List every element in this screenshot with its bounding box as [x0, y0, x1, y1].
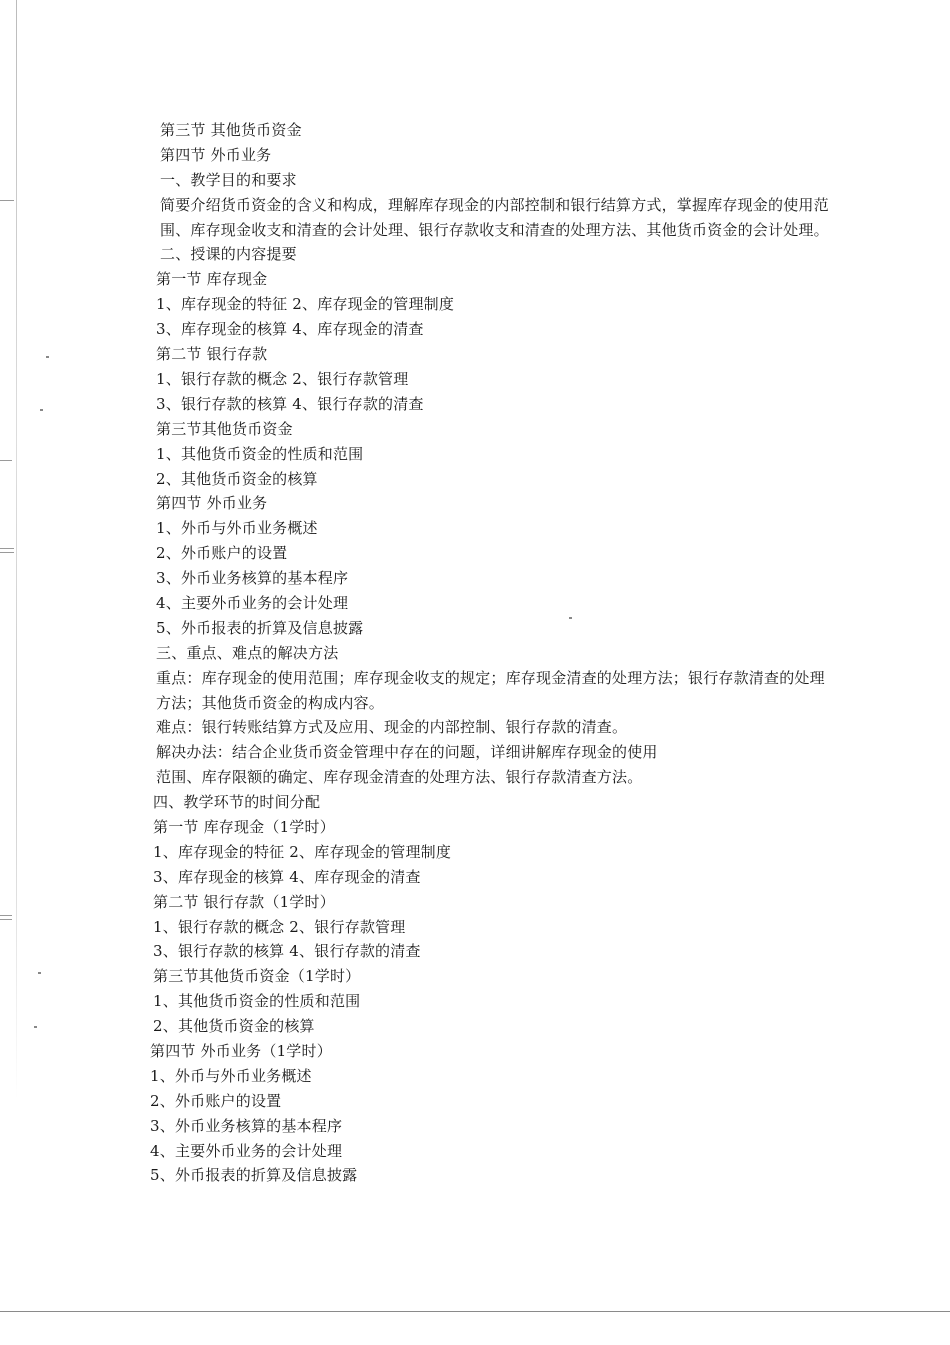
outline-section-4: 第四节 外币业务	[156, 494, 268, 513]
scan-mark	[0, 548, 14, 549]
list-item: 2、其他货币资金的核算	[153, 1017, 315, 1036]
list-item: 3、库存现金的核算 4、库存现金的清查	[156, 320, 424, 339]
list-item: 5、外币报表的折算及信息披露	[150, 1166, 358, 1185]
heading-time-allocation: 四、教学环节的时间分配	[153, 793, 321, 812]
outline-section-2: 第二节 银行存款	[156, 345, 268, 364]
list-item: 4、主要外币业务的会计处理	[156, 593, 349, 612]
list-item: 5、外币报表的折算及信息披露	[156, 618, 364, 637]
list-item: 2、其他货币资金的核算	[156, 469, 318, 488]
heading-objectives: 一、教学目的和要求	[160, 170, 297, 189]
time-section-3: 第三节其他货币资金（1学时）	[153, 967, 361, 986]
list-item: 1、外币与外币业务概述	[150, 1066, 312, 1085]
scan-dot	[34, 1026, 37, 1028]
scan-mark	[0, 200, 14, 201]
list-item: 1、库存现金的特征 2、库存现金的管理制度	[156, 295, 455, 314]
document-body	[150, 118, 830, 1188]
list-item: 1、其他货币资金的性质和范围	[156, 444, 364, 463]
list-item: 3、库存现金的核算 4、库存现金的清查	[153, 867, 421, 886]
list-item: 3、外币业务核算的基本程序	[156, 569, 349, 588]
scan-mark	[0, 915, 12, 916]
solution-paragraph-line-1: 解决办法：结合企业货币资金管理中存在的问题，详细讲解库存现金的使用	[156, 743, 658, 762]
list-item: 2、外币账户的设置	[156, 544, 288, 563]
section-4-title: 第四节 外币业务	[160, 145, 272, 164]
list-item: 1、银行存款的概念 2、银行存款管理	[156, 369, 409, 388]
outline-section-1: 第一节 库存现金	[156, 270, 268, 289]
scan-dot	[38, 972, 41, 974]
scan-dot	[40, 409, 43, 411]
scan-mark	[0, 919, 12, 920]
scan-edge	[16, 0, 17, 1100]
time-section-4: 第四节 外币业务（1学时）	[150, 1042, 332, 1061]
list-item: 4、主要外币业务的会计处理	[150, 1141, 343, 1160]
time-section-2: 第二节 银行存款（1学时）	[153, 892, 335, 911]
list-item: 3、银行存款的核算 4、银行存款的清查	[153, 942, 421, 961]
objectives-paragraph: 简要介绍货币资金的含义和构成，理解库存现金的内部控制和银行结算方式，掌握库存现金的使用范围、库存现金收支和清查的会计处理、银行存款收支和清查的处理方法、其他货币资金的会计处理。	[160, 195, 829, 239]
list-item: 1、外币与外币业务概述	[156, 519, 318, 538]
list-item: 3、银行存款的核算 4、银行存款的清查	[156, 394, 424, 413]
list-item: 1、其他货币资金的性质和范围	[153, 992, 361, 1011]
list-item: 3、外币业务核算的基本程序	[150, 1116, 343, 1135]
key-points-paragraph: 重点：库存现金的使用范围；库存现金收支的规定；库存现金清查的处理方法；银行存款清查的处理方法；其他货币资金的构成内容。	[156, 668, 825, 712]
scan-mark	[0, 552, 14, 553]
section-3-title: 第三节 其他货币资金	[160, 121, 302, 139]
outline-section-3: 第三节其他货币资金	[156, 419, 293, 438]
scan-dot	[46, 356, 49, 358]
list-item: 1、银行存款的概念 2、银行存款管理	[153, 917, 406, 936]
time-section-1: 第一节 库存现金（1学时）	[153, 818, 335, 836]
difficulties-paragraph: 难点：银行转账结算方式及应用、现金的内部控制、银行存款的清查。	[156, 718, 628, 737]
list-item: 1、库存现金的特征 2、库存现金的管理制度	[153, 842, 452, 861]
list-item: 2、外币账户的设置	[150, 1091, 282, 1110]
solution-paragraph-line-2: 范围、库存限额的确定、库存现金清查的处理方法、银行存款清查方法。	[156, 768, 643, 787]
heading-content-outline: 二、授课的内容提要	[160, 245, 297, 264]
bottom-rule	[0, 1311, 950, 1312]
scan-mark	[0, 460, 12, 461]
heading-key-points: 三、重点、难点的解决方法	[156, 643, 339, 662]
